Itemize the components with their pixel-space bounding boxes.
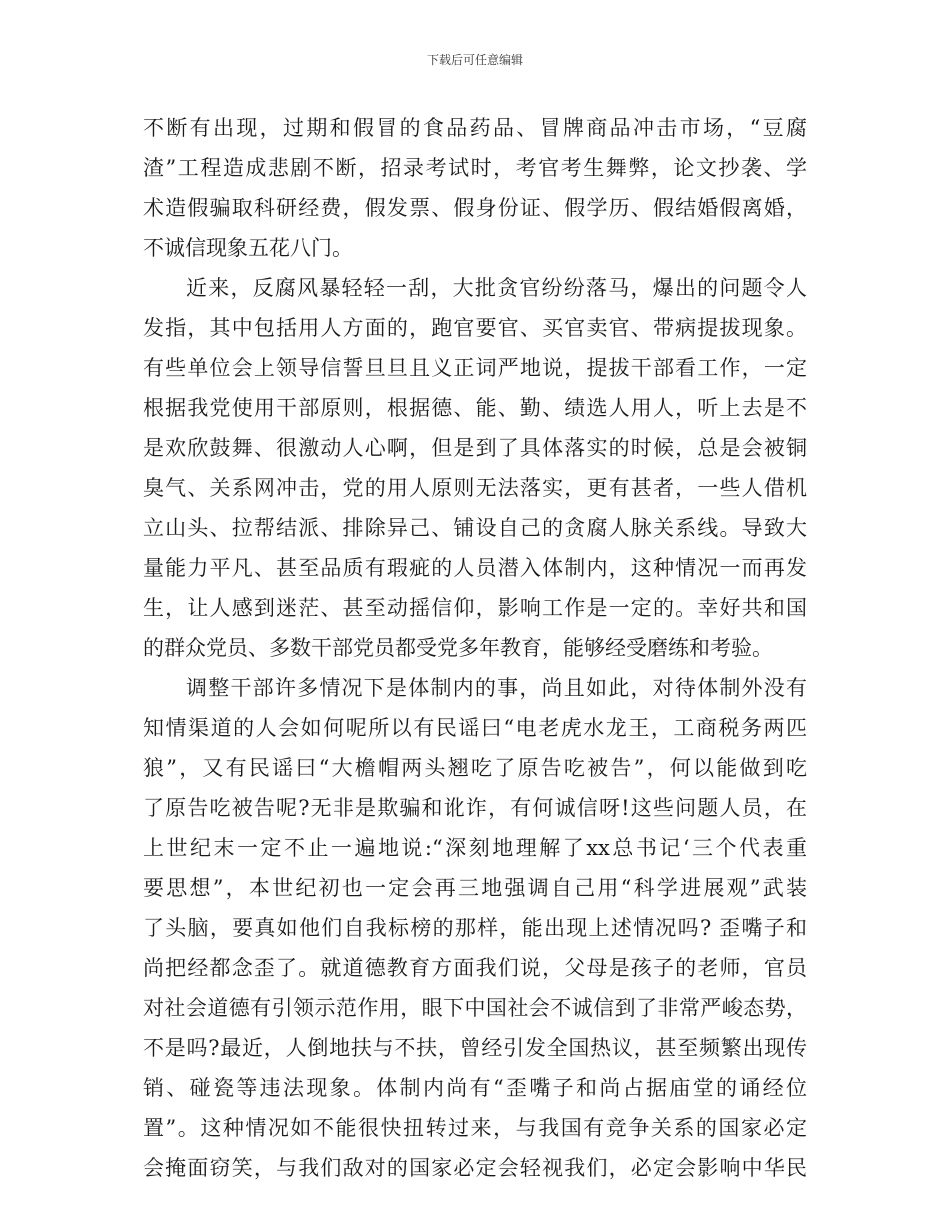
text-line: 要思想”，本世纪初也一定会再三地强调自己用“科学进展观”武装 [143,876,807,900]
text-line: 发指，其中包括用人方面的，跑官要官、买官卖官、带病提拔现象。 [143,316,807,340]
text-line: 不断有出现，过期和假冒的食品药品、冒牌商品冲击市场，“豆腐 [143,116,807,140]
document-body [143,108,807,1188]
text-line: 上世纪末一定不止一遍地说:“深刻地理解了xx总书记‘三个代表重 [143,836,807,860]
text-line: 尚把经都念歪了。就道德教育方面我们说，父母是孩子的老师，官员 [143,956,807,980]
text-line: 是欢欣鼓舞、很激动人心啊，但是到了具体落实的时候，总是会被铜 [143,436,807,460]
text-line: 渣”工程造成悲剧不断，招录考试时，考官考生舞弊，论文抄袭、学 [143,156,807,180]
text-line: 立山头、拉帮结派、排除异己、铺设自己的贪腐人脉关系线。导致大 [143,516,807,540]
text-line: 狼”，又有民谣曰“大檐帽两头翘吃了原告吃被告”，何以能做到吃 [143,756,807,780]
text-line: 有些单位会上领导信誓旦旦且义正词严地说，提拔干部看工作，一定 [143,356,807,380]
text-line: 量能力平凡、甚至品质有瑕疵的人员潜入体制内，这种情况一而再发 [143,556,807,580]
text-line: 对社会道德有引领示范作用，眼下中国社会不诚信到了非常严峻态势， [143,996,807,1020]
text-line: 了原告吃被告呢?无非是欺骗和讹诈，有何诚信呀!这些问题人员，在 [143,796,807,820]
page-header: 下载后可任意编辑 [426,53,523,67]
text-line: 生，让人感到迷茫、甚至动摇信仰，影响工作是一定的。幸好共和国 [143,596,807,620]
text-line: 知情渠道的人会如何呢所以有民谣曰“电老虎水龙王，工商税务两匹 [143,716,807,740]
text-line: 不诚信现象五花八门。 [143,236,353,260]
text-line: 的群众党员、多数干部党员都受党多年教育，能够经受磨练和考验。 [143,636,773,660]
text-line: 不是吗?最近，人倒地扶与不扶，曾经引发全国热议，甚至频繁出现传 [143,1036,807,1060]
paragraph-first-line: 调整干部许多情况下是体制内的事，尚且如此，对待体制外没有 [186,676,807,700]
text-line: 了头脑，要真如他们自我标榜的那样，能出现上述情况吗? 歪嘴子和 [143,916,807,940]
text-line: 销、碰瓷等违法现象。体制内尚有“歪嘴子和尚占据庙堂的诵经位 [143,1076,807,1100]
text-line: 置”。这种情况如不能很快扭转过来，与我国有竞争关系的国家必定 [143,1116,807,1140]
text-line: 臭气、关系网冲击，党的用人原则无法落实，更有甚者，一些人借机 [143,476,807,500]
text-line: 根据我党使用干部原则，根据德、能、勤、绩选人用人，听上去是不 [143,396,807,420]
text-line: 术造假骗取科研经费，假发票、假身份证、假学历、假结婚假离婚， [143,196,807,220]
text-line: 会掩面窃笑，与我们敌对的国家必定会轻视我们，必定会影响中华民 [143,1156,807,1180]
paragraph-first-line: 近来，反腐风暴轻轻一刮，大批贪官纷纷落马，爆出的问题令人 [186,276,807,300]
